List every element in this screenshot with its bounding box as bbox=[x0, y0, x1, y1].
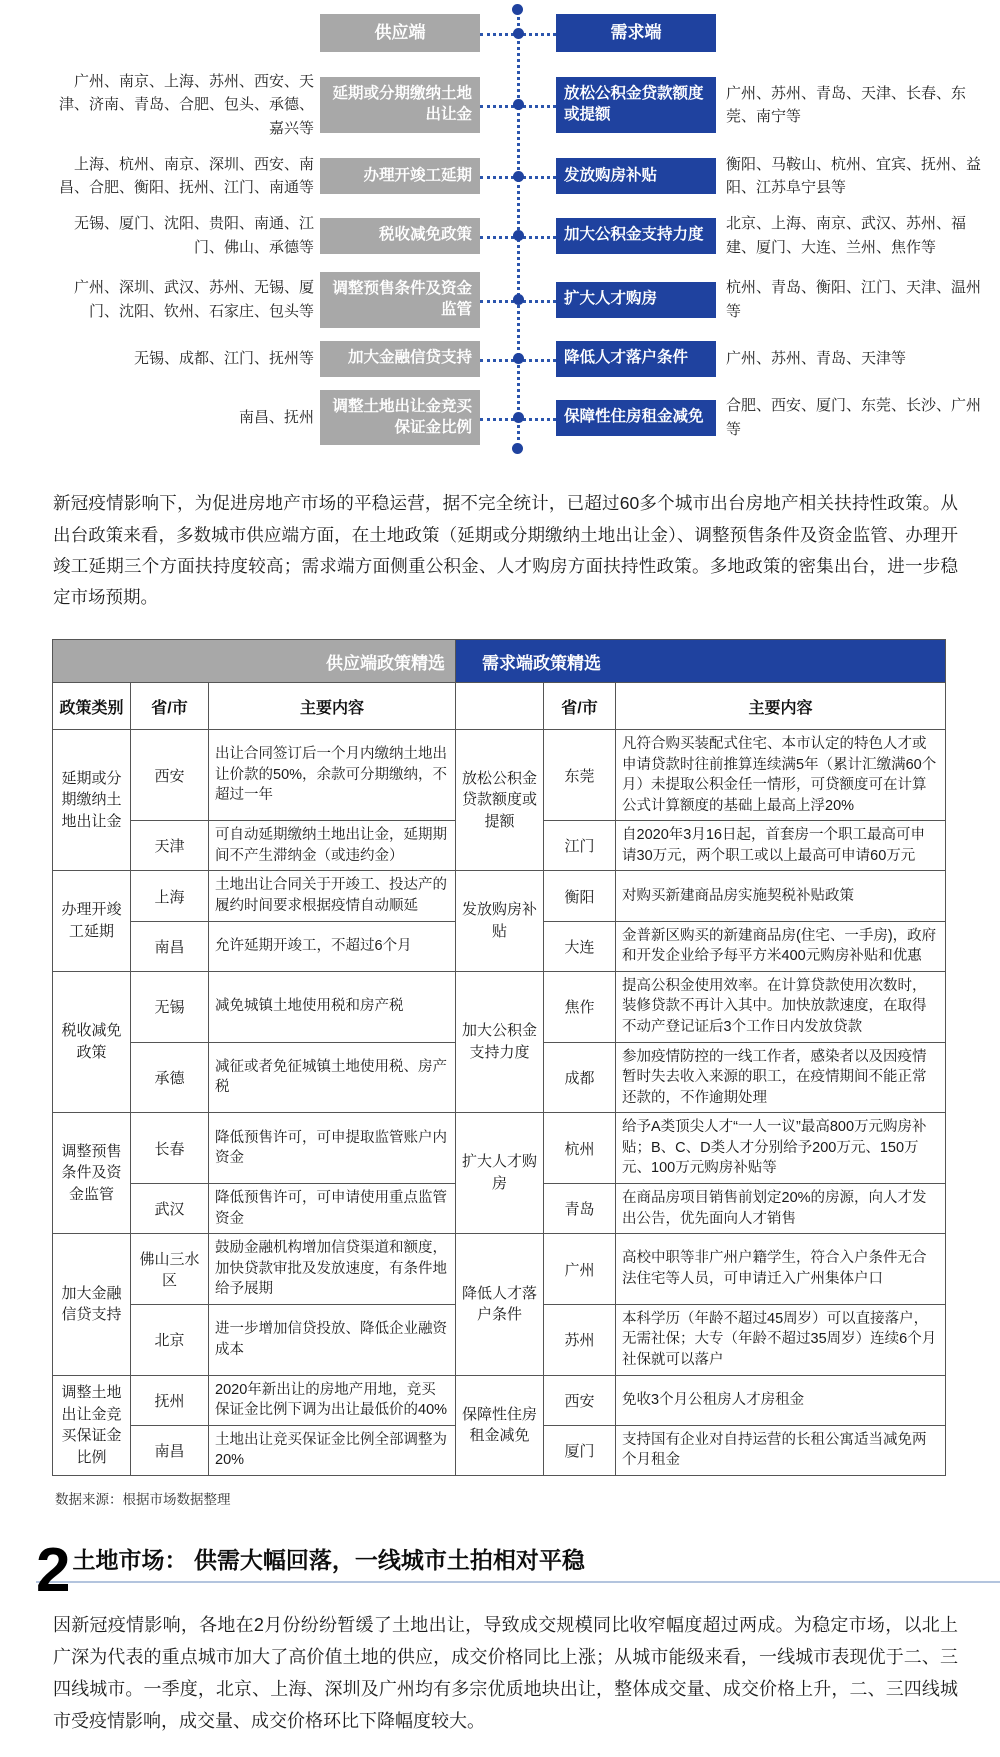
supply-city-cell: 无锡 bbox=[131, 971, 209, 1042]
supply-cities-text: 广州、南京、上海、苏州、西安、天津、济南、青岛、合肥、包头、承德、嘉兴等 bbox=[58, 73, 314, 137]
supply-cities-text: 无锡、成都、江门、抚州等 bbox=[133, 349, 314, 367]
demand-policy-box: 保障性住房租金减免 bbox=[556, 400, 716, 436]
demand-policy-box: 放松公积金贷款额度或提额 bbox=[556, 77, 716, 133]
demand-content-cell: 给予A类顶尖人才“一人一议”最高800万元购房补贴；B、C、D类人才分别给予200万元、150万元、100万元购房补贴等 bbox=[616, 1113, 946, 1184]
demand-content-cell: 高校中职等非广州户籍学生，符合入户条件无合法住宅等人员，可申请迁入广州集体户口 bbox=[616, 1234, 946, 1305]
demand-category-cell: 降低人才落户条件 bbox=[456, 1234, 544, 1375]
supply-category-cell: 办理开竣工延期 bbox=[53, 871, 131, 971]
table-row bbox=[53, 1375, 946, 1425]
demand-cities-text: 北京、上海、南京、武汉、苏州、福建、厦门、大连、兰州、焦作等 bbox=[726, 215, 967, 256]
supply-city-cell: 佛山三水区 bbox=[131, 1234, 209, 1305]
supply-city-cell: 天津 bbox=[131, 821, 209, 871]
table-header-row-1 bbox=[53, 640, 946, 683]
connector bbox=[480, 153, 556, 200]
demand-content-cell: 支持国有企业对自持运营的长租公寓适当减免两个月租金 bbox=[616, 1425, 946, 1475]
supply-content-cell: 土地出让合同关于开竣工、投达产的履约时间要求根据疫情自动顺延 bbox=[209, 871, 456, 921]
supply-header-cell: 供应端政策精选 bbox=[53, 640, 456, 683]
supply-side-header: 供应端 bbox=[320, 14, 480, 52]
connector bbox=[480, 212, 556, 259]
supply-content-cell: 可自动延期缴纳土地出让金，延期期间不产生滞纳金（或违约金） bbox=[209, 821, 456, 871]
supply-city-cell: 西安 bbox=[131, 730, 209, 821]
demand-city-cell: 成都 bbox=[544, 1042, 616, 1113]
supply-city-cell: 抚州 bbox=[131, 1375, 209, 1425]
section-2-paragraph: 因新冠疫情影响，各地在2月份纷纷暂缓了土地出让，导致成交规模同比收窄幅度超过两成。为稳定市场，以北上广深为代表的重点城市加大了高价值土地的供应，成交价格同比上涨；从城市能级来看，一线城市表现优于二、三四线城市。一季度，北京、上海、深圳及广州均有多宗优质地块出让，整体成交量、成交价格上升，二、三四线城市受疫情影响，成交量、成交价格环比下降幅度较大。 bbox=[53, 1614, 958, 1732]
demand-city-cell: 青岛 bbox=[544, 1183, 616, 1233]
demand-category-cell: 保障性住房租金减免 bbox=[456, 1375, 544, 1475]
demand-header-cell: 需求端政策精选 bbox=[456, 640, 946, 683]
demand-cities-text: 衡阳、马鞍山、杭州、宜宾、抚州、益阳、江苏阜宁县等 bbox=[726, 155, 982, 196]
supply-category-cell: 延期或分期缴纳土地出让金 bbox=[53, 730, 131, 871]
supply-category-cell: 调整预售条件及资金监管 bbox=[53, 1113, 131, 1234]
demand-city-cell: 厦门 bbox=[544, 1425, 616, 1475]
supply-policy-box: 办理开竣工延期 bbox=[320, 158, 480, 194]
connector bbox=[480, 272, 556, 328]
demand-category-cell: 放松公积金贷款额度或提额 bbox=[456, 730, 544, 871]
supply-cities-text: 无锡、厦门、沈阳、贵阳、南通、江门、佛山、承德等 bbox=[73, 215, 314, 256]
diagram-row bbox=[0, 390, 1000, 446]
diagram-row bbox=[0, 341, 1000, 377]
connector-dot bbox=[513, 171, 524, 182]
supply-city-cell: 长春 bbox=[131, 1113, 209, 1184]
demand-city-cell: 西安 bbox=[544, 1375, 616, 1425]
supply-policy-box: 税收减免政策 bbox=[320, 218, 480, 254]
supply-demand-policy-diagram bbox=[0, 0, 1000, 464]
policy-table bbox=[52, 639, 946, 1476]
demand-content-cell: 免收3个月公租房人才房租金 bbox=[616, 1375, 946, 1425]
diagram-header-row bbox=[0, 14, 1000, 52]
connector-dot bbox=[513, 294, 524, 305]
supply-category-cell: 加大金融信贷支持 bbox=[53, 1234, 131, 1375]
column-header-content: 主要内容 bbox=[616, 683, 946, 730]
demand-content-cell: 参加疫情防控的一线工作者，感染者以及因疫情暂时失去收入来源的职工，在疫情期间不能正常还款的，不作逾期处理 bbox=[616, 1042, 946, 1113]
supply-content-cell: 出让合同签订后一个月内缴纳土地出让价款的50%，余款可分期缴纳，不超过一年 bbox=[209, 730, 456, 821]
demand-city-cell: 苏州 bbox=[544, 1304, 616, 1375]
connector bbox=[480, 70, 556, 140]
table-row bbox=[53, 1113, 946, 1184]
demand-category-cell: 扩大人才购房 bbox=[456, 1113, 544, 1234]
demand-cities-text: 杭州、青岛、衡阳、江门、天津、温州等 bbox=[726, 279, 982, 320]
table-row bbox=[53, 971, 946, 1042]
demand-content-cell: 凡符合购买装配式住宅、本市认定的特色人才或申请贷款时往前推算连续满5年（累计汇缴满60个月）未提取公积金任一情形，可贷额度可在计算公式计算额度的基础上最高上浮20% bbox=[616, 730, 946, 821]
supply-city-cell: 南昌 bbox=[131, 921, 209, 971]
supply-category-cell: 调整土地出让金竞买保证金比例 bbox=[53, 1375, 131, 1475]
diagram-row bbox=[0, 70, 1000, 140]
supply-content-cell: 进一步增加信贷投放、降低企业融资成本 bbox=[209, 1304, 456, 1375]
table-row bbox=[53, 871, 946, 921]
intro-paragraph: 新冠疫情影响下，为促进房地产市场的平稳运营，据不完全统计，已超过60多个城市出台房地产相关扶持性政策。从出台政策来看，多数城市供应端方面，在土地政策（延期或分期缴纳土地出让金）、调整预售条件及资金监管、办理开竣工延期三个方面扶持度较高；需求端方面侧重公积金、人才购房方面扶持性政策。多地政策的密集出台，进一步稳定市场预期。 bbox=[53, 493, 958, 607]
demand-city-cell: 广州 bbox=[544, 1234, 616, 1305]
connector bbox=[480, 390, 556, 446]
demand-content-cell: 提高公积金使用效率。在计算贷款使用次数时，装修贷款不再计入其中。加快放款速度，在取得不动产登记证后3个工作日内发放贷款 bbox=[616, 971, 946, 1042]
connector-dot bbox=[513, 353, 524, 364]
demand-city-cell: 焦作 bbox=[544, 971, 616, 1042]
diagram-row bbox=[0, 212, 1000, 259]
data-source-note: 数据来源：根据市场数据整理 bbox=[55, 1491, 231, 1507]
demand-content-cell: 自2020年3月16日起，首套房一个职工最高可申请30万元，两个职工或以上最高可申请60万元 bbox=[616, 821, 946, 871]
demand-cities-text: 广州、苏州、青岛、天津等 bbox=[726, 349, 907, 367]
supply-content-cell: 鼓励金融机构增加信贷渠道和额度，加快贷款审批及发放速度，有条件地给予展期 bbox=[209, 1234, 456, 1305]
section-2-heading bbox=[36, 1535, 1000, 1605]
supply-policy-box: 延期或分期缴纳土地出让金 bbox=[320, 77, 480, 133]
connector-dot bbox=[513, 230, 524, 241]
supply-content-cell: 降低预售许可，可申提取监管账户内资金 bbox=[209, 1113, 456, 1184]
demand-policy-box: 发放购房补贴 bbox=[556, 158, 716, 194]
table-row bbox=[53, 730, 946, 821]
demand-city-cell: 东莞 bbox=[544, 730, 616, 821]
supply-policy-box: 调整预售条件及资金监管 bbox=[320, 272, 480, 328]
demand-content-cell: 本科学历（年龄不超过45周岁）可以直接落户，无需社保；大专（年龄不超过35周岁）连续6个月社保就可以落户 bbox=[616, 1304, 946, 1375]
supply-policy-box: 调整土地出让金竞买保证金比例 bbox=[320, 390, 480, 446]
demand-category-cell: 加大公积金支持力度 bbox=[456, 971, 544, 1112]
demand-content-cell: 在商品房项目销售前划定20%的房源，向人才发出公告，优先面向人才销售 bbox=[616, 1183, 946, 1233]
supply-content-cell: 降低预售许可，可申请使用重点监管资金 bbox=[209, 1183, 456, 1233]
supply-city-cell: 上海 bbox=[131, 871, 209, 921]
demand-content-cell: 对购买新建商品房实施契税补贴政策 bbox=[616, 871, 946, 921]
supply-cities-text: 广州、深圳、武汉、苏州、无锡、厦门、沈阳、钦州、石家庄、包头等 bbox=[73, 279, 314, 320]
connector bbox=[480, 341, 556, 377]
table-row bbox=[53, 1234, 946, 1305]
supply-content-cell: 2020年新出让的房地产用地，竞买保证金比例下调为出让最低价的40% bbox=[209, 1375, 456, 1425]
demand-cities-text: 合肥、西安、厦门、东莞、长沙、广州等 bbox=[726, 397, 982, 438]
demand-side-header: 需求端 bbox=[556, 14, 716, 52]
supply-content-cell: 允许延期开竣工，不超过6个月 bbox=[209, 921, 456, 971]
connector-dot bbox=[513, 412, 524, 423]
diagram-row bbox=[0, 153, 1000, 200]
connector-dot bbox=[513, 28, 524, 39]
connector-dot bbox=[513, 99, 524, 110]
supply-city-cell: 承德 bbox=[131, 1042, 209, 1113]
column-header-blank bbox=[456, 683, 544, 730]
supply-content-cell: 减免城镇土地使用税和房产税 bbox=[209, 971, 456, 1042]
demand-city-cell: 大连 bbox=[544, 921, 616, 971]
supply-cities-text: 南昌、抚州 bbox=[238, 408, 314, 426]
supply-policy-box: 加大金融信贷支持 bbox=[320, 341, 480, 377]
demand-cities-text: 广州、苏州、青岛、天津、长春、东莞、南宁等 bbox=[726, 84, 967, 125]
demand-city-cell: 衡阳 bbox=[544, 871, 616, 921]
section-number: 2 bbox=[36, 1535, 69, 1605]
table-header-row-2 bbox=[53, 683, 946, 730]
column-header-city: 省/市 bbox=[544, 683, 616, 730]
supply-city-cell: 南昌 bbox=[131, 1425, 209, 1475]
section-title: 土地市场： 供需大幅回落，一线城市土拍相对平稳 bbox=[72, 1546, 585, 1573]
supply-cities-text: 上海、杭州、南京、深圳、西安、南昌、合肥、衡阳、抚州、江门、南通等 bbox=[58, 155, 314, 196]
demand-content-cell: 金普新区购买的新建商品房(住宅、一手房)，政府和开发企业给予每平方米400元购房补贴和优惠 bbox=[616, 921, 946, 971]
demand-city-cell: 杭州 bbox=[544, 1113, 616, 1184]
demand-policy-box: 降低人才落户条件 bbox=[556, 341, 716, 377]
supply-content-cell: 减征或者免征城镇土地使用税、房产税 bbox=[209, 1042, 456, 1113]
diagram-row bbox=[0, 272, 1000, 328]
demand-policy-box: 加大公积金支持力度 bbox=[556, 218, 716, 254]
supply-content-cell: 土地出让竞买保证金比例全部调整为20% bbox=[209, 1425, 456, 1475]
column-header-city: 省/市 bbox=[131, 683, 209, 730]
demand-city-cell: 江门 bbox=[544, 821, 616, 871]
connector bbox=[480, 14, 556, 52]
demand-policy-box: 扩大人才购房 bbox=[556, 282, 716, 318]
column-header-category: 政策类别 bbox=[53, 683, 131, 730]
supply-city-cell: 北京 bbox=[131, 1304, 209, 1375]
demand-category-cell: 发放购房补贴 bbox=[456, 871, 544, 971]
supply-city-cell: 武汉 bbox=[131, 1183, 209, 1233]
column-header-content: 主要内容 bbox=[209, 683, 456, 730]
supply-category-cell: 税收减免政策 bbox=[53, 971, 131, 1112]
